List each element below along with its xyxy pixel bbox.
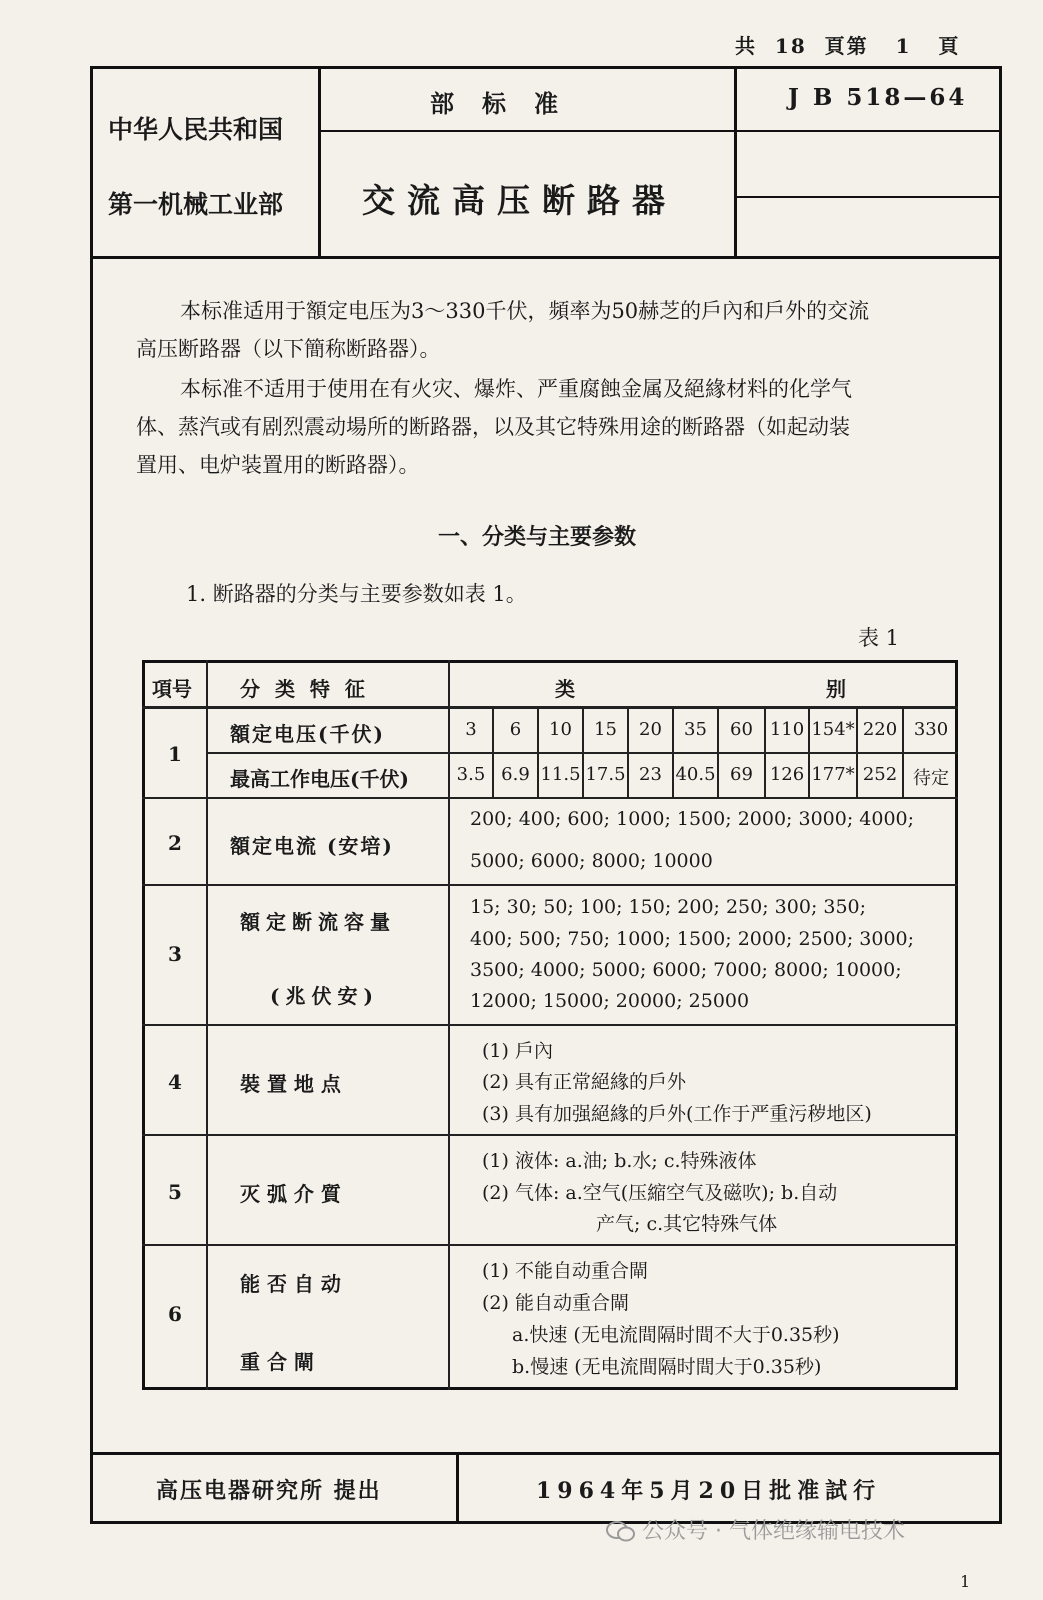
rated-voltage-label: 額定电压(千伏): [230, 722, 385, 746]
ministry-name: 第一机械工业部: [108, 190, 284, 219]
rated-voltage-value: 220: [862, 719, 898, 740]
header-code-divider: [737, 196, 1000, 198]
auto-reclose-slow: b.慢速 (无电流間隔时間大于0.35秒): [512, 1356, 822, 1378]
table-col-rule: [206, 660, 208, 1390]
watermark-text: 公众号 · 气体绝缘输电技术: [642, 1519, 905, 1544]
item-1-text: 1. 断路器的分类与主要参数如表 1。: [186, 582, 527, 606]
section-heading: 一、分类与主要参数: [438, 524, 637, 550]
header-divider-left: [318, 66, 321, 258]
auto-reclose-option-1: (1) 不能自动重合閘: [482, 1260, 648, 1282]
rated-voltage-value: 35: [684, 719, 707, 740]
max-voltage-value: 23: [639, 764, 662, 785]
arc-medium-option-2: (2) 气体: a.空气(压縮空气及磁吹); b.自动: [482, 1182, 838, 1204]
rated-voltage-value: 10: [549, 719, 572, 740]
rated-current-values-1: 200; 400; 600; 1000; 1500; 2000; 3000; 4000;: [470, 808, 915, 830]
intro-p2-line1: 本标准不适用于使用在有火灾、爆炸、严重腐蝕金属及絕緣材料的化学气: [180, 377, 852, 401]
auto-reclose-fast: a.快速 (无电流間隔时間不大于0.35秒): [512, 1324, 840, 1346]
page-count-info: 共 18 頁第 1 頁: [735, 34, 961, 58]
table-header-rule: [142, 706, 958, 709]
max-voltage-value: 69: [730, 764, 753, 785]
row-number: 6: [168, 1302, 182, 1326]
table-row-rule: [142, 1024, 958, 1026]
header-bottom-rule: [90, 256, 1002, 259]
rated-voltage-value: 330: [913, 719, 949, 740]
ministry-country: 中华人民共和国: [108, 115, 284, 144]
document-title: 交流高压断路器: [362, 181, 677, 220]
arc-medium-option-2-cont: 产气; c.其它特殊气体: [596, 1213, 778, 1235]
rated-current-label: 額定电流 (安培): [230, 834, 394, 858]
max-voltage-value: 126: [769, 764, 805, 785]
table-row-rule: [142, 1244, 958, 1246]
row-number: 4: [168, 1070, 182, 1094]
watermark: [606, 1514, 905, 1545]
standard-number: J B 518—64: [788, 84, 968, 111]
auto-reclose-option-2: (2) 能自动重合閘: [482, 1292, 629, 1314]
footer-rule: [90, 1452, 1002, 1455]
max-voltage-value: 177*: [811, 764, 855, 785]
rated-voltage-value: 6: [509, 719, 522, 740]
header-row-divider: [320, 130, 1002, 132]
rated-voltage-value: 154*: [811, 719, 855, 740]
table-row-rule: [142, 797, 958, 799]
max-voltage-value: 3.5: [456, 764, 486, 785]
breaking-capacity-values-3: 3500; 4000; 5000; 6000; 7000; 8000; 10000;: [470, 959, 902, 981]
breaking-capacity-unit: (兆伏安): [270, 984, 379, 1008]
installation-option-2: (2) 具有正常絕緣的戶外: [482, 1071, 686, 1093]
row-number: 5: [168, 1180, 182, 1204]
proposer: 高压电器研究所 提出: [156, 1478, 382, 1504]
table-row-rule: [142, 1134, 958, 1136]
auto-reclose-label-1: 能 否 自 动: [240, 1272, 341, 1296]
max-voltage-value: 待定: [913, 768, 949, 789]
page-number: 1: [960, 1572, 971, 1591]
max-voltage-value: 40.5: [675, 764, 716, 785]
table-row-rule: [142, 884, 958, 886]
intro-p1-line1: 本标准适用于額定电压为3～330千伏，頻率为50赫芝的戶內和戶外的交流: [180, 299, 870, 323]
header-feature: 分 类 特 征: [240, 677, 369, 701]
intro-p2-line3: 置用、电炉装置用的断路器）。: [136, 453, 420, 477]
rated-voltage-value: 15: [594, 719, 617, 740]
rated-voltage-value: 110: [769, 719, 805, 740]
approval-date: 1964年5月20日批准試行: [536, 1478, 882, 1504]
row-number: 1: [168, 742, 182, 766]
arc-medium-option-1: (1) 液体: a.油; b.水; c.特殊液体: [482, 1150, 757, 1172]
max-voltage-value: 11.5: [540, 764, 581, 785]
intro-p2-line2: 体、蒸汽或有剧烈震动場所的断路器，以及其它特殊用途的断路器（如起动装: [136, 415, 850, 439]
table-caption: 表 1: [858, 626, 900, 650]
standard-type: 部标准: [430, 89, 586, 118]
row-number: 2: [168, 831, 182, 855]
max-voltage-label: 最高工作电压(千伏): [230, 767, 409, 791]
arc-medium-label: 灭 弧 介 質: [240, 1182, 341, 1206]
intro-p1-line2: 高压断路器（以下簡称断路器）。: [136, 337, 441, 361]
max-voltage-value: 6.9: [501, 764, 530, 785]
installation-option-1: (1) 戶內: [482, 1040, 553, 1062]
footer-divider: [456, 1452, 459, 1524]
header-divider-right: [734, 66, 737, 258]
rated-current-values-2: 5000; 6000; 8000; 10000: [470, 850, 713, 872]
chat-bubbles-icon: [606, 1520, 636, 1544]
header-item-no: 項号: [152, 677, 192, 701]
auto-reclose-label-2: 重 合 閘: [240, 1350, 314, 1374]
breaking-capacity-values-2: 400; 500; 750; 1000; 1500; 2000; 2500; 3000;: [470, 928, 915, 950]
rated-voltage-value: 20: [639, 719, 662, 740]
breaking-capacity-values-1: 15; 30; 50; 100; 150; 200; 250; 300; 350;: [470, 896, 867, 918]
installation-label: 裝 置 地 点: [240, 1072, 341, 1096]
breaking-capacity-label: 額定断流容量: [240, 910, 396, 934]
rated-voltage-value: 60: [730, 719, 753, 740]
header-category-2: 别: [826, 677, 846, 701]
max-voltage-value: 17.5: [585, 764, 626, 785]
header-category-1: 类: [555, 677, 575, 701]
rated-voltage-value: 3: [465, 719, 477, 740]
max-voltage-value: 252: [862, 764, 898, 785]
installation-option-3: (3) 具有加强絕緣的戶外(工作于严重污秽地区): [482, 1103, 872, 1125]
row-number: 3: [168, 942, 182, 966]
breaking-capacity-values-4: 12000; 15000; 20000; 25000: [470, 990, 750, 1012]
